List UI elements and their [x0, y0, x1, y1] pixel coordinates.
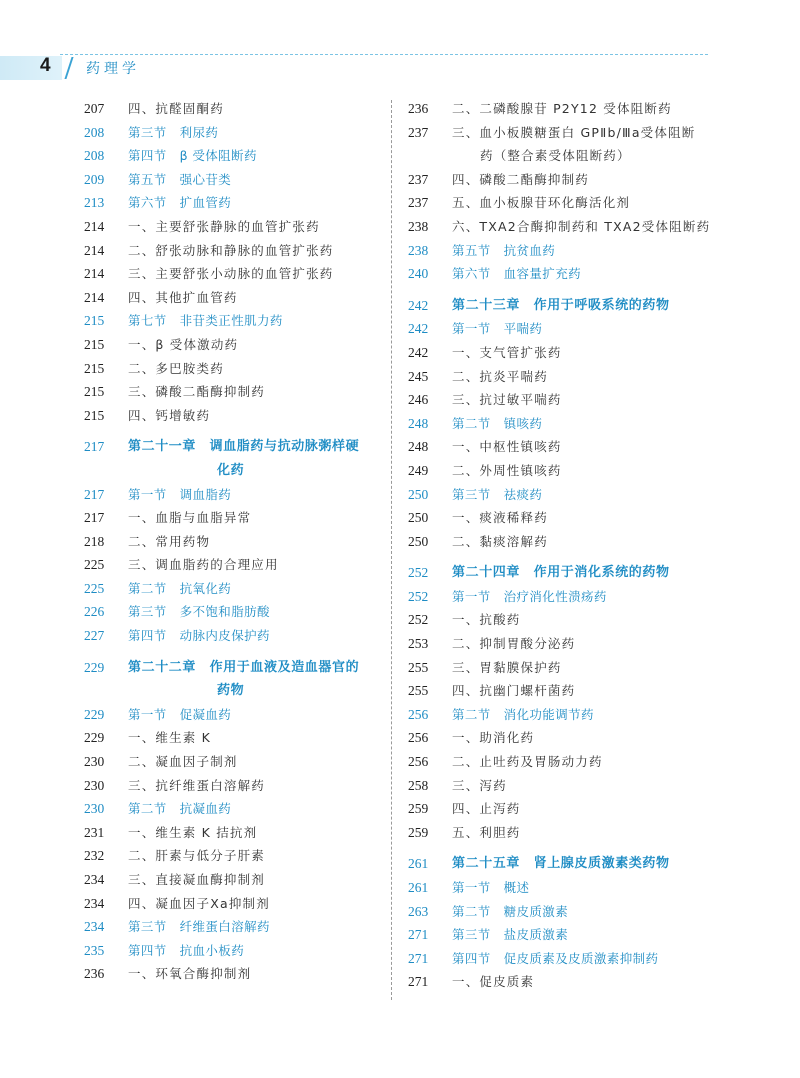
toc-entry — [84, 750, 384, 774]
toc-entry — [408, 239, 718, 263]
toc-entry-title — [452, 947, 658, 971]
toc-entry — [408, 388, 718, 412]
toc-entry — [84, 309, 384, 333]
toc-entry-title-line: 第二节 抗氧化药 — [128, 580, 232, 596]
toc-entry-title-line: 第三节 纤维蛋白溶解药 — [128, 919, 270, 935]
toc-entry-title — [452, 726, 534, 750]
toc-entry — [84, 624, 384, 648]
toc-entry-title — [452, 262, 581, 286]
toc-entry-title-line: 三、胃黏膜保护药 — [452, 659, 562, 675]
toc-page-number: 242 — [408, 344, 429, 360]
toc-page-number: 252 — [408, 565, 429, 581]
toc-entry-title-line: 一、促皮质素 — [452, 974, 535, 990]
toc-entry-title-line: 一、主要舒张静脉的血管扩张药 — [128, 218, 320, 234]
toc-entry — [408, 168, 718, 192]
toc-entry-title-line: 一、维生素 K — [128, 730, 212, 746]
toc-entry-title-line: 三、调血脂药的合理应用 — [128, 557, 279, 573]
toc-page-number: 258 — [408, 777, 429, 793]
toc-entry — [84, 239, 384, 263]
toc-entry-title-line: 第一节 调血脂药 — [128, 486, 232, 502]
toc-entry-title-line: 六、TXA2合酶抑制药和 TXA2受体阻断药 — [452, 218, 711, 234]
toc-entry-title — [452, 412, 542, 436]
toc-page-number: 208 — [84, 148, 105, 164]
toc-page-number: 234 — [84, 895, 105, 911]
toc-entry — [84, 191, 384, 215]
header-band — [0, 56, 62, 80]
toc-entry-title-line: 第六节 血容量扩充药 — [452, 266, 582, 282]
toc-entry-title-line: 第一节 平喘药 — [452, 321, 543, 337]
toc-entry — [408, 215, 718, 239]
toc-entry-title-line: 第六节 扩血管药 — [128, 195, 232, 211]
toc-page-number: 242 — [408, 297, 429, 313]
toc-entry — [408, 703, 718, 727]
toc-page-number: 238 — [408, 218, 429, 234]
toc-entry-title-line: 四、止泻药 — [452, 801, 521, 817]
toc-entry-title-line: 二、凝血因子制剂 — [128, 754, 238, 770]
toc-entry-title — [128, 530, 210, 554]
toc-entry-title — [452, 121, 695, 168]
toc-page-number: 256 — [408, 730, 429, 746]
toc-entry — [408, 726, 718, 750]
toc-entry — [408, 852, 718, 876]
column-divider — [391, 100, 392, 1000]
toc-page-number: 255 — [408, 683, 429, 699]
toc-page-number: 213 — [84, 195, 105, 211]
toc-entry — [84, 215, 384, 239]
toc-entry-title-line: 第四节 促皮质素及皮质激素抑制药 — [452, 950, 659, 966]
toc-entry — [408, 530, 718, 554]
toc-page-number: 230 — [84, 801, 105, 817]
toc-page-number: 215 — [84, 336, 105, 352]
toc-page-number: 214 — [84, 289, 105, 305]
toc-page-number: 248 — [408, 415, 429, 431]
toc-page-number: 215 — [84, 313, 105, 329]
toc-entry — [84, 380, 384, 404]
toc-page-number: 238 — [408, 242, 429, 258]
toc-entry — [408, 632, 718, 656]
toc-page-number: 245 — [408, 368, 429, 384]
toc-entry — [408, 341, 718, 365]
toc-entry-title — [452, 750, 603, 774]
toc-page-number: 229 — [84, 659, 105, 675]
toc-page-number: 217 — [84, 439, 105, 455]
toc-entry — [408, 750, 718, 774]
toc-page-number: 250 — [408, 510, 429, 526]
toc-page-number: 242 — [408, 321, 429, 337]
toc-entry-title-line: 第一节 促凝血药 — [128, 706, 232, 722]
toc-entry — [408, 121, 718, 168]
toc-entry-title — [128, 506, 251, 530]
toc-entry-title-line: 第二节 抗凝血药 — [128, 801, 232, 817]
toc-page-number: 256 — [408, 706, 429, 722]
toc-entry-title-line: 四、磷酸二酯酶抑制药 — [452, 171, 590, 187]
toc-entry-title-line: 三、主要舒张小动脉的血管扩张药 — [128, 266, 334, 282]
toc-entry-title — [128, 774, 265, 798]
toc-entry — [84, 915, 384, 939]
toc-entry — [408, 435, 718, 459]
header-separator — [64, 57, 73, 79]
toc-entry-title-line: 第三节 盐皮质激素 — [452, 927, 569, 943]
toc-entry-title-line: 五、血小板腺苷环化酶活化剂 — [452, 195, 631, 211]
toc-entry-title-line: 一、中枢性镇咳药 — [452, 439, 562, 455]
toc-entry-title — [452, 876, 529, 900]
toc-entry — [84, 121, 384, 145]
toc-entry-title-continuation: 药（整合素受体阻断药） — [480, 148, 631, 164]
toc-page-number: 248 — [408, 439, 429, 455]
toc-page-number: 226 — [84, 604, 105, 620]
toc-entry-title-line: 一、抗酸药 — [452, 612, 521, 628]
toc-entry-title — [128, 726, 211, 750]
toc-entry-title-line: 第一节 治疗消化性溃疡药 — [452, 588, 607, 604]
toc-entry — [408, 656, 718, 680]
toc-entry-title — [452, 632, 575, 656]
toc-entry-title-line: 四、抗幽门螺杆菌药 — [452, 683, 576, 699]
toc-entry-title — [452, 656, 562, 680]
toc-entry — [84, 726, 384, 750]
toc-page-number: 261 — [408, 856, 429, 872]
toc-entry-title — [128, 624, 270, 648]
toc-entry-title-line: 第三节 利尿药 — [128, 124, 219, 140]
toc-entry-title-line: 一、维生素 K 拮抗剂 — [128, 824, 258, 840]
toc-page-number: 259 — [408, 801, 429, 817]
toc-entry-title — [452, 608, 521, 632]
toc-entry-title — [452, 821, 521, 845]
toc-entry-title — [452, 852, 670, 876]
toc-entry — [84, 868, 384, 892]
toc-entry — [84, 703, 384, 727]
toc-entry-title — [452, 239, 555, 263]
toc-entry-title — [452, 168, 589, 192]
toc-entry-title — [452, 530, 548, 554]
toc-entry — [84, 97, 384, 121]
toc-entry — [84, 656, 384, 703]
toc-entry — [408, 506, 718, 530]
toc-entry-title — [128, 239, 334, 263]
toc-entry-title — [128, 309, 283, 333]
toc-page-number: 252 — [408, 612, 429, 628]
toc-entry-title-line: 第七节 非苷类正性肌力药 — [128, 313, 283, 329]
toc-entry-title-line: 第二十五章 肾上腺皮质激素类药物 — [452, 856, 670, 872]
toc-entry — [408, 876, 718, 900]
toc-entry-title — [452, 191, 630, 215]
toc-entry-title — [128, 435, 359, 482]
toc-entry-title — [128, 656, 359, 703]
toc-page-number: 214 — [84, 218, 105, 234]
toc-entry-title — [452, 585, 607, 609]
toc-entry — [84, 506, 384, 530]
toc-page-number: 259 — [408, 824, 429, 840]
toc-entry-title — [452, 703, 594, 727]
toc-entry — [84, 821, 384, 845]
toc-page-number: 215 — [84, 360, 105, 376]
toc-entry — [84, 892, 384, 916]
toc-entry — [84, 435, 384, 482]
toc-entry-title — [452, 774, 507, 798]
toc-entry-title — [452, 679, 575, 703]
toc-page-number: 236 — [408, 101, 429, 116]
toc-page-number: 256 — [408, 754, 429, 770]
toc-entry-title-line: 四、其他扩血管药 — [128, 289, 238, 305]
toc-entry-title-line: 第四节 抗血小板药 — [128, 942, 245, 958]
toc-page-number: 229 — [84, 706, 105, 722]
toc-right-column — [408, 97, 718, 994]
toc-entry-title-line: 二、止吐药及胃肠动力药 — [452, 754, 603, 770]
toc-entry-title — [452, 970, 534, 994]
toc-entry-title-line: 二、外周性镇咳药 — [452, 462, 562, 478]
toc-entry-title-line: 第四节 β 受体阻断药 — [128, 148, 257, 164]
toc-entry-title — [128, 750, 238, 774]
toc-entry-title — [128, 962, 251, 986]
toc-entry-title-line: 一、β 受体激动药 — [128, 336, 239, 352]
toc-entry — [408, 365, 718, 389]
toc-entry — [408, 923, 718, 947]
toc-page-number: 236 — [84, 966, 105, 982]
toc-page-number: 235 — [84, 942, 105, 958]
book-title: 药理学 — [86, 61, 140, 77]
toc-entry-title — [452, 561, 670, 585]
toc-entry — [408, 970, 718, 994]
toc-entry-title-line: 一、助消化药 — [452, 730, 535, 746]
toc-entry — [84, 577, 384, 601]
toc-entry — [408, 294, 718, 318]
toc-page-number: 255 — [408, 659, 429, 675]
toc-page-number: 237 — [408, 124, 429, 140]
page-number: 4 — [40, 55, 51, 76]
toc-entry-title-line: 一、血脂与血脂异常 — [128, 510, 252, 526]
toc-entry — [84, 286, 384, 310]
toc-page-number: 215 — [84, 384, 105, 400]
toc-entry-title — [128, 797, 231, 821]
toc-entry — [408, 317, 718, 341]
toc-page-number: 249 — [408, 462, 429, 478]
toc-entry — [84, 600, 384, 624]
toc-page-number: 250 — [408, 486, 429, 502]
toc-entry — [84, 144, 384, 168]
toc-entry — [408, 947, 718, 971]
toc-entry-title-line: 三、泻药 — [452, 777, 507, 793]
toc-entry-title-line: 二、常用药物 — [128, 533, 211, 549]
toc-entry-title — [128, 844, 265, 868]
toc-entry-title-line: 第二节 糖皮质激素 — [452, 903, 569, 919]
toc-entry-title — [452, 459, 562, 483]
toc-entry — [84, 774, 384, 798]
toc-page-number: 237 — [408, 195, 429, 211]
toc-page-number: 250 — [408, 533, 429, 549]
toc-entry — [408, 608, 718, 632]
toc-page-number: 217 — [84, 486, 105, 502]
toc-page-number: 237 — [408, 171, 429, 187]
toc-entry — [84, 844, 384, 868]
toc-entry-title — [452, 317, 542, 341]
toc-entry-title — [128, 97, 224, 121]
toc-entry — [84, 530, 384, 554]
toc-entry — [84, 333, 384, 357]
toc-entry-title-line: 三、磷酸二酯酶抑制药 — [128, 384, 266, 400]
toc-entry-title — [128, 121, 218, 145]
toc-entry-title — [128, 144, 257, 168]
toc-entry-title — [128, 939, 244, 963]
toc-entry-title-line: 二、二磷酸腺苷 P2Y12 受体阻断药 — [452, 101, 672, 116]
toc-entry — [408, 191, 718, 215]
toc-entry-title-line: 一、环氧合酶抑制剂 — [128, 966, 252, 982]
toc-page-number: 240 — [408, 266, 429, 282]
toc-page-number: 263 — [408, 903, 429, 919]
toc-entry-title — [452, 294, 670, 318]
toc-entry-title — [128, 191, 231, 215]
toc-entry — [84, 262, 384, 286]
toc-entry — [84, 553, 384, 577]
toc-page-number: 231 — [84, 824, 105, 840]
toc-entry-title — [128, 333, 238, 357]
toc-entry-title-line: 第二十四章 作用于消化系统的药物 — [452, 565, 670, 581]
toc-entry-title — [128, 600, 270, 624]
toc-entry-title — [128, 821, 257, 845]
toc-entry-title — [128, 892, 270, 916]
toc-entry-title — [128, 286, 238, 310]
toc-page-number: 208 — [84, 124, 105, 140]
toc-page-number: 230 — [84, 754, 105, 770]
toc-page-number: 207 — [84, 101, 105, 116]
toc-entry-title-line: 一、痰液稀释药 — [452, 510, 548, 526]
toc-entry-title — [128, 483, 231, 507]
toc-page-number: 225 — [84, 580, 105, 596]
toc-page-number: 261 — [408, 880, 429, 895]
toc-entry — [84, 797, 384, 821]
toc-page-number: 234 — [84, 872, 105, 887]
toc-entry-title — [128, 868, 265, 892]
toc-entry — [84, 483, 384, 507]
toc-entry-title-line: 三、血小板膜糖蛋白 GPⅡb/Ⅲa受体阻断 — [452, 124, 696, 140]
toc-entry-title — [452, 388, 562, 412]
toc-entry-title-line: 三、抗纤维蛋白溶解药 — [128, 777, 266, 793]
toc-page-number: 218 — [84, 533, 105, 549]
toc-entry-title — [128, 404, 210, 428]
toc-entry-title — [452, 97, 672, 121]
toc-entry — [408, 774, 718, 798]
toc-entry-title — [452, 506, 548, 530]
toc-entry — [408, 679, 718, 703]
toc-entry-title-line: 二、舒张动脉和静脉的血管扩张药 — [128, 242, 334, 258]
toc-entry-title — [128, 215, 320, 239]
toc-entry-title-line: 五、利胆药 — [452, 824, 521, 840]
toc-entry-title — [128, 380, 265, 404]
toc-entry — [408, 561, 718, 585]
toc-entry-title — [128, 262, 334, 286]
toc-page-number: 214 — [84, 266, 105, 282]
toc-entry-title — [128, 915, 270, 939]
toc-entry — [408, 483, 718, 507]
toc-entry-title-line: 二、黏痰溶解药 — [452, 533, 548, 549]
toc-entry-title-line: 三、抗过敏平喘药 — [452, 392, 562, 408]
toc-entry-title-line: 二、肝素与低分子肝素 — [128, 848, 266, 864]
toc-entry-title-line: 二、抗炎平喘药 — [452, 368, 548, 384]
toc-entry-title-line: 四、凝血因子Xa抑制剂 — [128, 895, 270, 911]
toc-entry — [408, 585, 718, 609]
toc-entry-title — [128, 168, 231, 192]
toc-entry — [84, 404, 384, 428]
toc-page-number: 230 — [84, 777, 105, 793]
toc-page-number: 232 — [84, 848, 105, 864]
toc-entry-title-line: 二、抑制胃酸分泌药 — [452, 636, 576, 652]
toc-entry-title — [452, 797, 521, 821]
toc-page-number: 209 — [84, 171, 105, 187]
toc-entry — [84, 357, 384, 381]
header-dashed-line — [60, 54, 708, 55]
toc-entry-title-line: 第四节 动脉内皮保护药 — [128, 628, 270, 644]
toc-page-number: 229 — [84, 730, 105, 746]
toc-entry — [408, 97, 718, 121]
toc-entry — [84, 168, 384, 192]
toc-entry-title-line: 四、抗醛固酮药 — [128, 101, 224, 116]
toc-left-column — [84, 97, 384, 986]
toc-entry — [408, 412, 718, 436]
toc-entry-title — [452, 900, 568, 924]
toc-entry — [84, 962, 384, 986]
toc-entry-title-continuation: 化药 — [217, 462, 245, 478]
toc-page-number: 252 — [408, 588, 429, 604]
toc-entry — [408, 900, 718, 924]
toc-entry-title — [452, 341, 562, 365]
toc-entry-title — [452, 923, 568, 947]
toc-page-number: 234 — [84, 919, 105, 935]
toc-entry-title — [128, 577, 231, 601]
toc-entry — [408, 821, 718, 845]
toc-entry-title-line: 一、支气管扩张药 — [452, 344, 562, 360]
toc-page-number: 253 — [408, 636, 429, 652]
toc-entry-title-line: 第一节 概述 — [452, 880, 530, 895]
toc-entry-title-line: 第三节 多不饱和脂肪酸 — [128, 604, 270, 620]
toc-entry-title-line: 第二十三章 作用于呼吸系统的药物 — [452, 297, 670, 313]
toc-entry — [408, 797, 718, 821]
toc-page-number: 271 — [408, 950, 429, 966]
toc-entry — [84, 939, 384, 963]
toc-entry-title-line: 第五节 抗贫血药 — [452, 242, 556, 258]
page-header — [0, 0, 800, 90]
toc-entry-title — [452, 483, 542, 507]
toc-page-number: 215 — [84, 407, 105, 423]
toc-entry-title-line: 第二十二章 作用于血液及造血器官的 — [128, 659, 360, 675]
toc-entry-title-line: 第二十一章 调血脂药与抗动脉粥样硬 — [128, 439, 360, 455]
toc-page-number: 246 — [408, 392, 429, 408]
toc-page-number: 271 — [408, 974, 429, 990]
toc-entry-title-line: 第二节 镇咳药 — [452, 415, 543, 431]
toc-page-number: 271 — [408, 927, 429, 943]
toc-entry-title — [452, 365, 548, 389]
toc-entry-title — [128, 357, 224, 381]
toc-page-number: 225 — [84, 557, 105, 573]
toc-entry-title — [128, 553, 279, 577]
toc-entry-title-continuation: 药物 — [217, 683, 245, 699]
toc-entry-title — [452, 435, 562, 459]
toc-entry-title-line: 第二节 消化功能调节药 — [452, 706, 594, 722]
toc-entry — [408, 262, 718, 286]
toc-entry-title-line: 第三节 祛痰药 — [452, 486, 543, 502]
toc-page-number: 217 — [84, 510, 105, 526]
toc-entry — [408, 459, 718, 483]
toc-page-number: 227 — [84, 628, 105, 644]
toc-page-number: 214 — [84, 242, 105, 258]
toc-entry-title-line: 四、钙增敏药 — [128, 407, 211, 423]
toc-entry-title-line: 二、多巴胺类药 — [128, 360, 224, 376]
toc-entry-title-line: 三、直接凝血酶抑制剂 — [128, 872, 266, 887]
toc-entry-title — [452, 215, 710, 239]
toc-entry-title — [128, 703, 231, 727]
toc-entry-title-line: 第五节 强心苷类 — [128, 171, 232, 187]
